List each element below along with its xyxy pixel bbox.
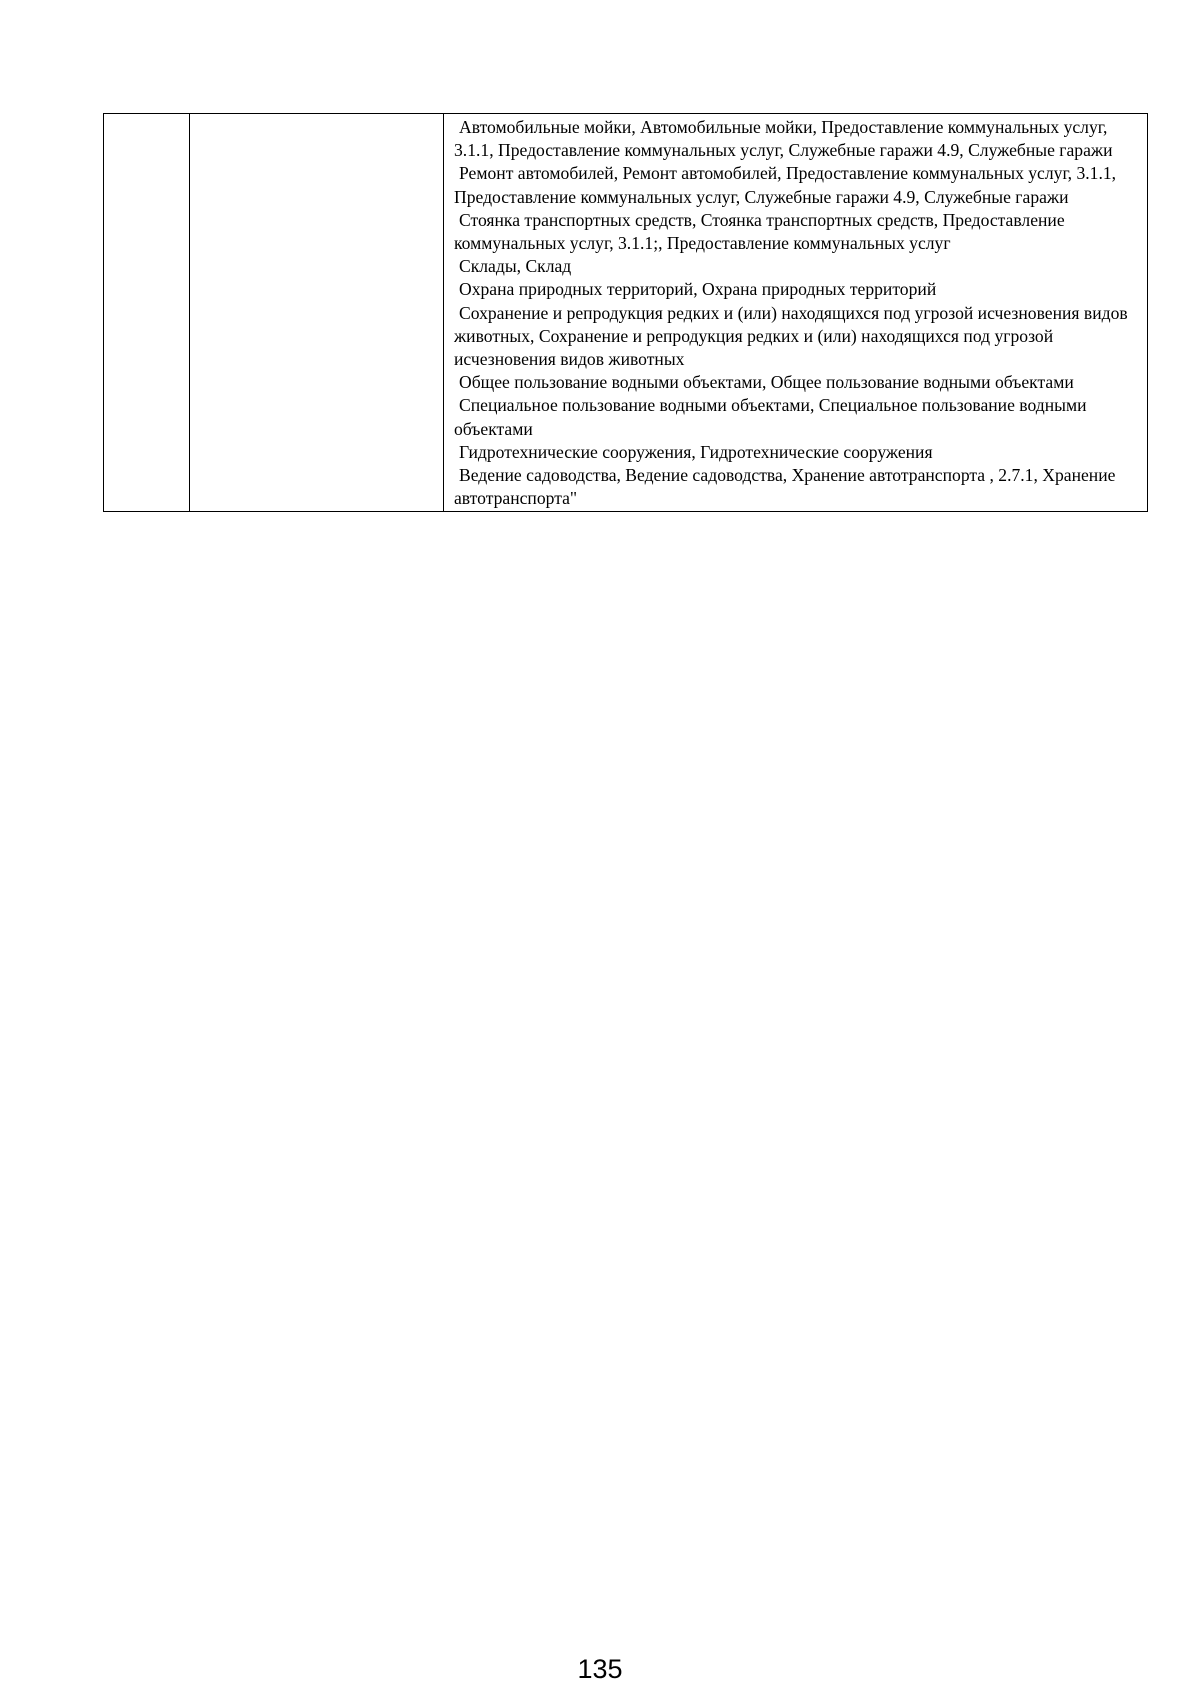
permitted-use-table — [103, 113, 1148, 512]
table-cell-permitted-uses — [444, 114, 1148, 512]
table-cell-number — [104, 114, 190, 512]
list-item: Ведение садоводства, Ведение садоводства, Хранение автотранспорта , 2.7.1, Хранение автотранспорта" — [454, 465, 1116, 509]
list-item: Стоянка транспортных средств, Стоянка транспортных средств, Предоставление коммунальных услуг, 3.1.1;, Предоставление коммунальных услуг — [454, 209, 1065, 254]
list-item: Склады, Склад — [459, 256, 572, 277]
list-item: Гидротехнические сооружения, Гидротехнические сооружения — [459, 441, 933, 462]
list-item: Сохранение и репродукция редких и (или) находящихся под угрозой исчезновения видов животных, Сохранение и репродукция редких и (или) находящихся под угрозой исчезновения видов животных — [454, 302, 1128, 370]
table-cell-zone — [190, 114, 444, 512]
page-number: 135 — [577, 1654, 623, 1684]
cell-zone-text — [190, 114, 443, 117]
list-item: Ремонт автомобилей, Ремонт автомобилей, Предоставление коммунальных услуг, 3.1.1, Предоставление коммунальных услуг, Служебные гаражи 4.9, Служебные гаражи — [454, 163, 1117, 207]
list-item: Автомобильные мойки, Автомобильные мойки, Предоставление коммунальных услуг, 3.1.1, Предоставление коммунальных услуг, Служебные гаражи 4.9, Служебные гаражи — [454, 117, 1113, 161]
permitted-uses-list — [444, 114, 1147, 511]
table-row — [104, 114, 1148, 512]
cell-number-text — [104, 114, 189, 117]
list-item: Общее пользование водными объектами, Общее пользование водными объектами — [459, 372, 1074, 393]
list-item: Специальное пользование водными объектами, Специальное пользование водными объектами — [454, 395, 1087, 439]
list-item: Охрана природных территорий, Охрана природных территорий — [459, 279, 937, 300]
